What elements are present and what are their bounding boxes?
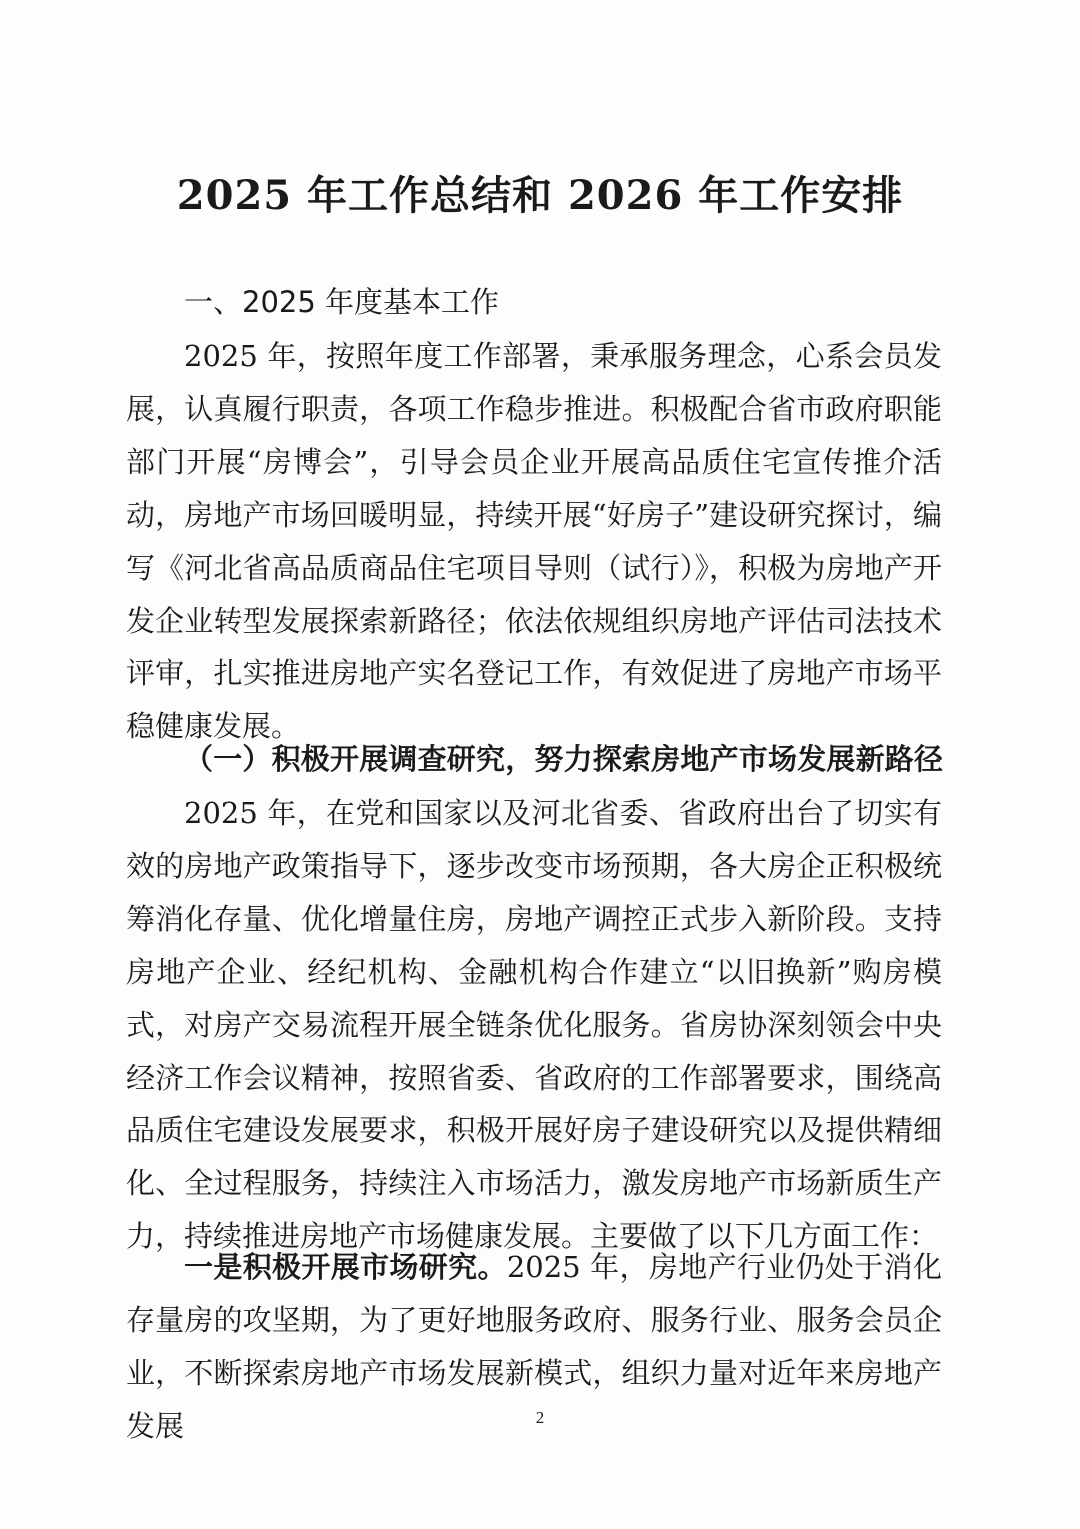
- item-text: 2025 年，房地产行业仍处于消化存量房的攻坚期，为了更好地服务政府、服务行业、服务会员企业，不断探索房地产市场发展新模式，组织力量对近年来房地产发展: [126, 1250, 942, 1443]
- document-title: 2025 年工作总结和 2026 年工作安排: [176, 172, 904, 219]
- section-heading: 一、2025 年度基本工作: [184, 285, 500, 319]
- subsection-paragraph: 2025 年，在党和国家以及河北省委、省政府出台了切实有效的房地产政策指导下，逐步改变市场预期，各大房企正积极统筹消化存量、优化增量住房，房地产调控正式步入新阶段。支持房地产企业、经纪机构、金融机构合作建立“以旧换新”购房模式，对房产交易流程开展全链条优化服务。省房协深刻领会中央经济工作会议精神，按照省委、省政府的工作部署要求，围绕高品质住宅建设发展要求，积极开展好房子建设研究以及提供精细化、全过程服务，持续注入市场活力，激发房地产市场新质生产力，持续推进房地产市场健康发展。主要做了以下几方面工作：: [126, 796, 942, 1254]
- page-number: 2: [535, 1408, 545, 1427]
- section-paragraph: 2025 年，按照年度工作部署，秉承服务理念，心系会员发展，认真履行职责，各项工作稳步推进。积极配合省市政府职能部门开展“房博会”，引导会员企业开展高品质住宅宣传推介活动，房地产市场回暖明显，持续开展“好房子”建设研究探讨，编写《河北省高品质商品住宅项目导则（试行）》，积极为房地产开发企业转型发展探索新路径；依法依规组织房地产评估司法技术评审，扎实推进房地产实名登记工作，有效促进了房地产市场平稳健康发展。: [126, 339, 942, 744]
- subsection-heading: （一）积极开展调查研究，努力探索房地产市场发展新路径: [184, 742, 944, 776]
- item-lead: 一是积极开展市场研究。: [184, 1250, 507, 1284]
